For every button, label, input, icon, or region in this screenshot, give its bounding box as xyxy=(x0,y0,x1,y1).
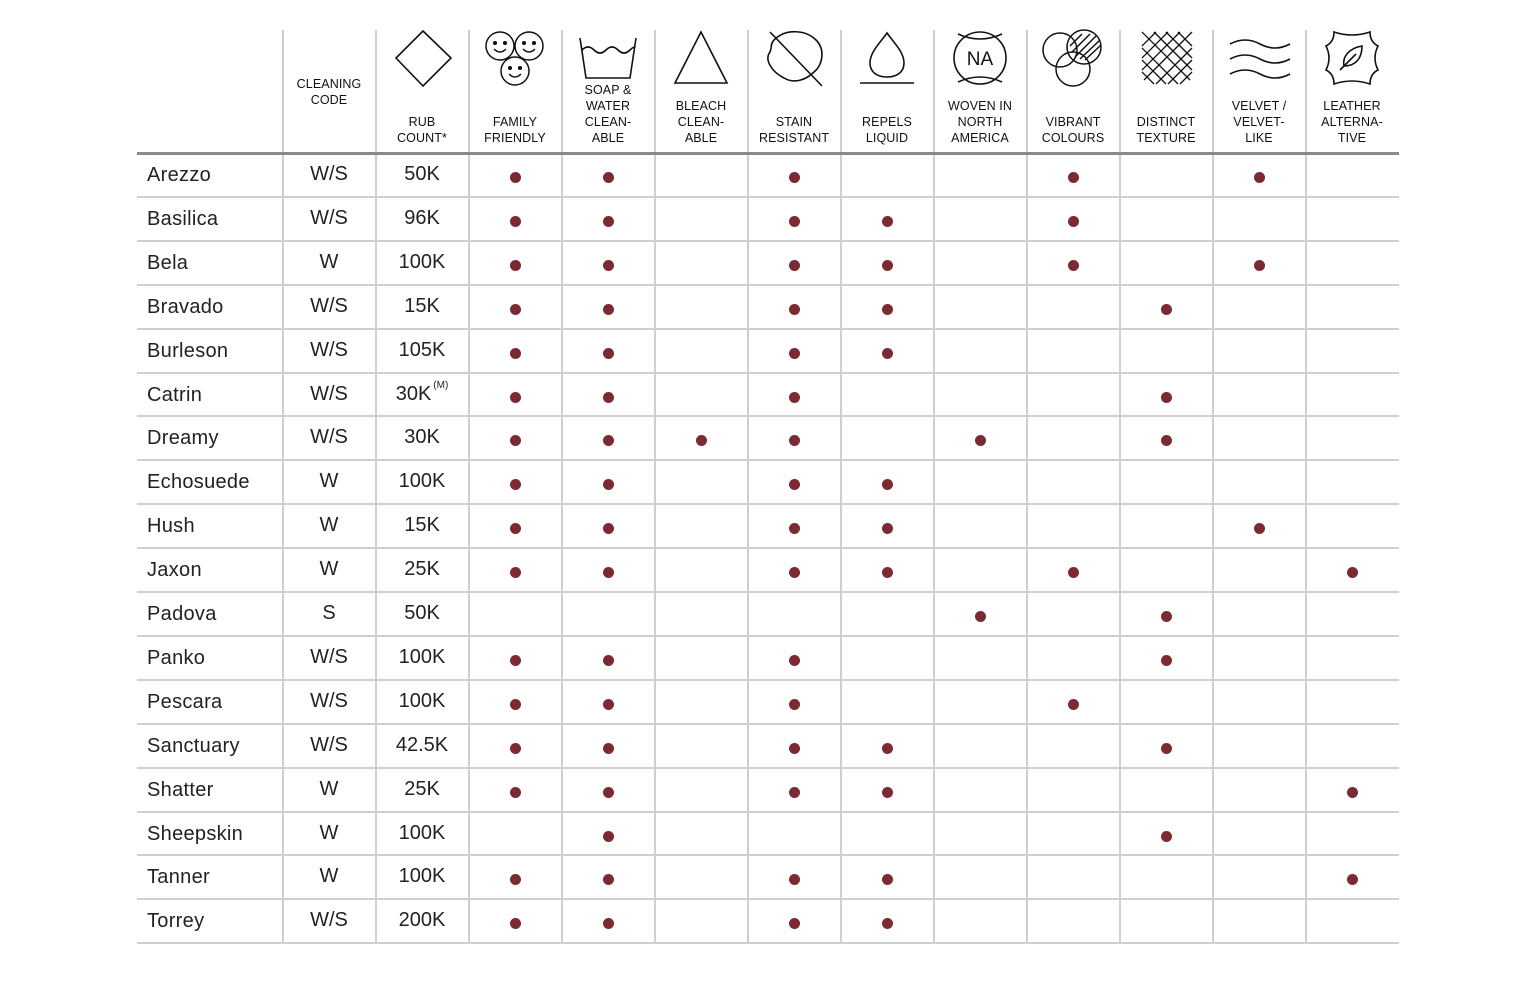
fabric-name: Dreamy xyxy=(147,427,219,450)
column-divider xyxy=(1119,30,1121,943)
rub-count xyxy=(377,514,467,537)
header-soap-water: SOAP & WATER CLEAN- ABLE xyxy=(584,83,632,145)
feature-dot-vibrant xyxy=(1068,567,1079,578)
row-divider xyxy=(137,459,1399,461)
rub-count-value: 96K xyxy=(404,206,440,229)
rub-count-value: 30K xyxy=(404,426,440,449)
rub-count-value: 100K xyxy=(398,250,446,273)
fabric-name: Jaxon xyxy=(147,559,202,582)
feature-dot-family-friendly xyxy=(510,172,521,183)
feature-dot-soap-water xyxy=(603,260,614,271)
cleaning-code: W/S xyxy=(310,206,348,229)
feature-dot-family-friendly xyxy=(510,743,521,754)
header-cleaning-code: CLEANING CODE xyxy=(296,77,362,107)
rub-diamond-icon xyxy=(396,31,451,86)
feature-dot-texture xyxy=(1161,435,1172,446)
header-vibrant: VIBRANT COLOURS xyxy=(1041,115,1105,145)
feature-dot-family-friendly xyxy=(510,392,521,403)
fabric-name: Sanctuary xyxy=(147,734,240,757)
row-divider xyxy=(137,942,1399,944)
cleaning-code: W/S xyxy=(310,733,348,756)
feature-dot-vibrant xyxy=(1068,699,1079,710)
wash-basin-icon xyxy=(580,38,636,78)
fabric-name: Padova xyxy=(147,603,217,625)
velvet-waves-icon xyxy=(1230,40,1290,78)
feature-dot-soap-water xyxy=(603,874,614,885)
feature-dot-family-friendly xyxy=(510,567,521,578)
rub-count-value: 25K xyxy=(404,777,440,800)
feature-dot-velvet xyxy=(1254,172,1265,183)
fabric-name: Bela xyxy=(147,251,189,274)
cleaning-code: W/S xyxy=(310,689,348,712)
feature-dot-stain xyxy=(789,216,800,227)
row-divider xyxy=(137,547,1399,549)
fabric-name: Arezzo xyxy=(147,164,212,186)
feature-dot-soap-water xyxy=(603,831,614,842)
feature-dot-texture xyxy=(1161,655,1172,666)
feature-dot-soap-water xyxy=(603,348,614,359)
feature-dot-woven-na xyxy=(975,435,986,446)
rub-count xyxy=(377,426,467,449)
feature-dot-family-friendly xyxy=(510,787,521,798)
header-stain: STAIN RESISTANT xyxy=(758,115,830,145)
feature-dot-stain xyxy=(789,172,800,183)
feature-dot-family-friendly xyxy=(510,216,521,227)
feature-dot-stain xyxy=(789,523,800,534)
header-repels: REPELS LIQUID xyxy=(862,115,912,145)
column-divider xyxy=(1212,30,1214,943)
feature-dot-repels xyxy=(882,216,893,227)
feature-dot-repels xyxy=(882,260,893,271)
feature-dot-family-friendly xyxy=(510,523,521,534)
svg-text:NA: NA xyxy=(966,49,994,70)
rub-count xyxy=(377,379,467,406)
feature-dot-vibrant xyxy=(1068,172,1079,183)
feature-dot-family-friendly xyxy=(510,304,521,315)
rub-count-value: 15K xyxy=(404,514,440,537)
cleaning-code: W xyxy=(319,558,339,581)
feature-dot-stain xyxy=(789,567,800,578)
cleaning-code: W/S xyxy=(310,294,348,317)
bleach-triangle-icon xyxy=(675,32,727,83)
feature-dot-family-friendly xyxy=(510,479,521,490)
feature-dot-repels xyxy=(882,918,893,929)
rub-count-value: 100K xyxy=(398,821,446,844)
feature-dot-repels xyxy=(882,304,893,315)
row-divider xyxy=(137,679,1399,681)
row-divider xyxy=(137,503,1399,505)
feature-dot-vibrant xyxy=(1068,260,1079,271)
vibrant-colours-icon xyxy=(1043,30,1101,86)
feature-dot-stain xyxy=(789,699,800,710)
fabric-name: Torrey xyxy=(147,910,205,933)
feature-dot-soap-water xyxy=(603,787,614,798)
row-divider xyxy=(137,635,1399,637)
feature-dot-repels xyxy=(882,743,893,754)
feature-dot-repels xyxy=(882,348,893,359)
fabric-name: Burleson xyxy=(147,339,229,362)
feature-dot-stain xyxy=(789,479,800,490)
feature-dot-leather xyxy=(1347,874,1358,885)
feature-dot-family-friendly xyxy=(510,874,521,885)
rub-count xyxy=(377,734,467,757)
feature-dot-soap-water xyxy=(603,567,614,578)
cleaning-code: W/S xyxy=(310,426,348,449)
cleaning-code: W/S xyxy=(310,382,348,405)
feature-dot-stain xyxy=(789,918,800,929)
feature-dot-texture xyxy=(1161,831,1172,842)
rub-count xyxy=(377,690,467,713)
cleaning-code: W/S xyxy=(310,338,348,361)
rub-count-value: 105K xyxy=(398,338,446,361)
rub-count-value: 100K xyxy=(398,470,446,493)
rub-count xyxy=(377,778,467,801)
cleaning-code: W/S xyxy=(310,909,348,932)
feature-dot-texture xyxy=(1161,304,1172,315)
fabric-name: Sheepskin xyxy=(147,822,244,845)
feature-dot-soap-water xyxy=(603,743,614,754)
rub-count-value: 25K xyxy=(404,558,440,581)
column-divider xyxy=(654,30,656,943)
leather-hide-icon xyxy=(1326,32,1378,84)
column-divider xyxy=(561,30,563,943)
column-divider xyxy=(1026,30,1028,943)
feature-dot-leather xyxy=(1347,787,1358,798)
cleaning-code: S xyxy=(322,602,336,624)
fabric-name: Pescara xyxy=(147,690,223,713)
row-divider xyxy=(137,854,1399,856)
cleaning-code: W/S xyxy=(310,645,348,668)
feature-dot-soap-water xyxy=(603,479,614,490)
feature-dot-family-friendly xyxy=(510,435,521,446)
fabric-name: Catrin xyxy=(147,383,203,406)
fabric-name: Hush xyxy=(147,515,195,538)
feature-dot-velvet xyxy=(1254,260,1265,271)
feature-dot-repels xyxy=(882,874,893,885)
feature-dot-bleach xyxy=(696,435,707,446)
column-divider xyxy=(933,30,935,943)
row-divider xyxy=(137,328,1399,330)
fabric-name: Echosuede xyxy=(147,471,250,494)
header-woven-na: WOVEN IN NORTH AMERICA xyxy=(948,99,1012,145)
liquid-drop-icon xyxy=(860,33,914,83)
feature-dot-stain xyxy=(789,743,800,754)
feature-dot-texture xyxy=(1161,743,1172,754)
feature-dot-soap-water xyxy=(603,435,614,446)
fabric-name: Panko xyxy=(147,646,206,669)
stain-resistant-icon xyxy=(768,32,822,86)
cleaning-code: W xyxy=(319,250,339,273)
feature-dot-family-friendly xyxy=(510,699,521,710)
cleaning-code: W xyxy=(319,470,339,493)
column-divider xyxy=(747,30,749,943)
feature-dot-texture xyxy=(1161,611,1172,622)
fabric-name: Basilica xyxy=(147,207,219,230)
feature-dot-texture xyxy=(1161,392,1172,403)
column-divider xyxy=(1305,30,1307,943)
rub-count xyxy=(377,865,467,888)
rub-count-value: 100K xyxy=(398,645,446,668)
rub-count xyxy=(377,251,467,274)
rub-count-value: 30K xyxy=(395,382,432,405)
feature-dot-repels xyxy=(882,567,893,578)
feature-dot-family-friendly xyxy=(510,260,521,271)
feature-dot-soap-water xyxy=(603,699,614,710)
feature-dot-leather xyxy=(1347,567,1358,578)
rub-count xyxy=(377,207,467,230)
rub-count-value: 50K xyxy=(404,602,440,624)
fabric-name: Tanner xyxy=(147,866,210,889)
rub-count-value: 15K xyxy=(404,294,440,317)
rub-count-value: 100K xyxy=(398,689,446,712)
feature-dot-woven-na xyxy=(975,611,986,622)
feature-dot-stain xyxy=(789,392,800,403)
feature-dot-repels xyxy=(882,479,893,490)
feature-dot-repels xyxy=(882,787,893,798)
feature-dot-stain xyxy=(789,260,800,271)
feature-dot-soap-water xyxy=(603,216,614,227)
header-velvet: VELVET / VELVET- LIKE xyxy=(1231,99,1287,145)
feature-dot-stain xyxy=(789,655,800,666)
rub-count xyxy=(377,339,467,362)
rub-count xyxy=(377,163,467,186)
rub-count xyxy=(377,822,467,845)
row-divider xyxy=(137,415,1399,417)
header-bleach: BLEACH CLEAN- ABLE xyxy=(675,99,727,145)
fabric-name: Shatter xyxy=(147,778,214,801)
header-rule xyxy=(137,152,1399,155)
row-divider xyxy=(137,767,1399,769)
feature-dot-family-friendly xyxy=(510,918,521,929)
feature-dot-family-friendly xyxy=(510,348,521,359)
row-divider xyxy=(137,591,1399,593)
feature-dot-stain xyxy=(789,787,800,798)
texture-lattice-icon xyxy=(1142,32,1192,84)
feature-dot-stain xyxy=(789,348,800,359)
row-divider xyxy=(137,284,1399,286)
header-rub-count: RUB COUNT* xyxy=(397,115,447,145)
cleaning-code: W xyxy=(319,821,339,844)
feature-dot-stain xyxy=(789,874,800,885)
row-divider xyxy=(137,811,1399,813)
rub-count xyxy=(377,646,467,669)
row-divider xyxy=(137,723,1399,725)
rub-count xyxy=(377,470,467,493)
header-family-friendly: FAMILY FRIENDLY xyxy=(484,115,546,145)
rub-count xyxy=(377,602,467,625)
feature-dot-stain xyxy=(789,304,800,315)
column-divider xyxy=(468,30,470,943)
header-texture: DISTINCT TEXTURE xyxy=(1136,115,1196,145)
feature-dot-soap-water xyxy=(603,523,614,534)
feature-dot-repels xyxy=(882,523,893,534)
fabric-name: Bravado xyxy=(147,295,224,318)
smiley-faces-icon xyxy=(486,32,543,85)
row-divider xyxy=(137,240,1399,242)
rub-count-note: (M) xyxy=(433,379,449,391)
feature-dot-family-friendly xyxy=(510,655,521,666)
cleaning-code: W/S xyxy=(310,163,348,185)
feature-dot-velvet xyxy=(1254,523,1265,534)
rub-count xyxy=(377,909,467,932)
row-divider xyxy=(137,372,1399,374)
row-divider xyxy=(137,898,1399,900)
feature-dot-soap-water xyxy=(603,304,614,315)
rub-count xyxy=(377,295,467,318)
feature-dot-soap-water xyxy=(603,392,614,403)
rub-count-value: 50K xyxy=(404,163,440,185)
feature-dot-soap-water xyxy=(603,172,614,183)
na-yarn-icon xyxy=(954,32,1006,84)
cleaning-code: W xyxy=(319,865,339,888)
rub-count-value: 100K xyxy=(398,865,446,888)
feature-dot-soap-water xyxy=(603,655,614,666)
rub-count-value: 42.5K xyxy=(395,733,449,756)
row-divider xyxy=(137,196,1399,198)
header-leather: LEATHER ALTERNA- TIVE xyxy=(1321,99,1383,145)
rub-count-value: 200K xyxy=(398,909,446,932)
rub-count xyxy=(377,558,467,581)
feature-dot-stain xyxy=(789,435,800,446)
cleaning-code: W xyxy=(319,777,339,800)
feature-dot-soap-water xyxy=(603,918,614,929)
column-divider xyxy=(840,30,842,943)
feature-dot-vibrant xyxy=(1068,216,1079,227)
cleaning-code: W xyxy=(319,514,339,537)
